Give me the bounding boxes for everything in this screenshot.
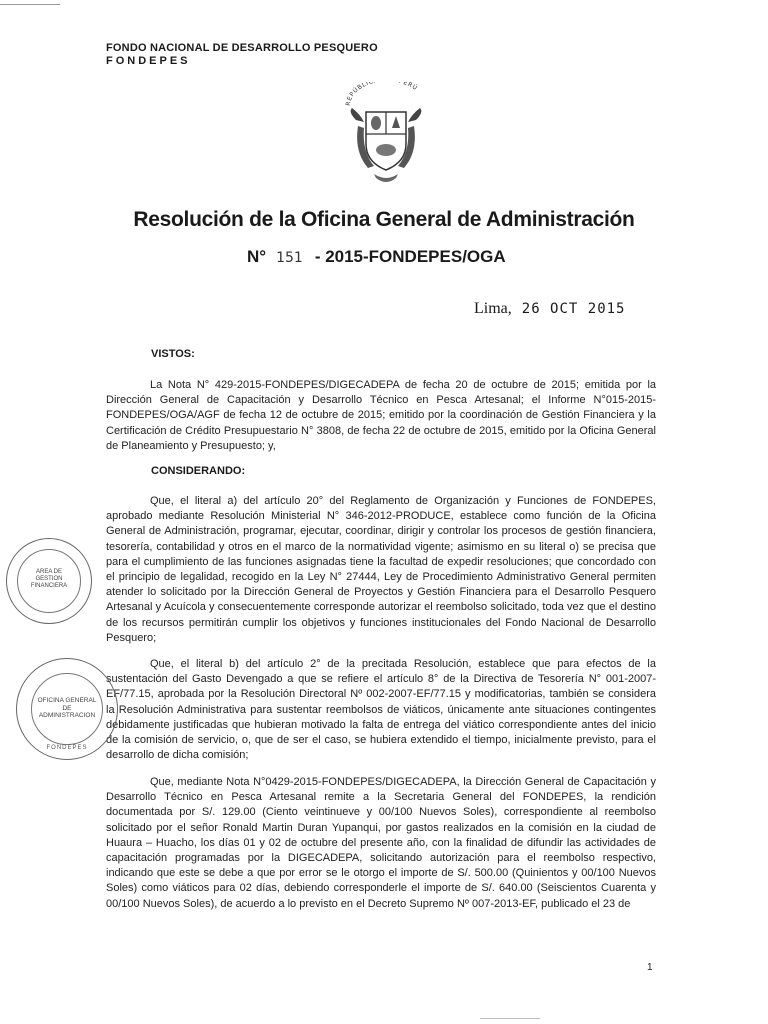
date-stamp: 26 OCT 2015 <box>521 301 626 317</box>
svg-text:REPÚBLICA DEL PERÚ <box>345 82 419 106</box>
document-title: Resolución de la Oficina General de Administración <box>133 208 635 231</box>
scan-mark-top <box>0 4 60 5</box>
considerando-paragraph-2 <box>106 657 656 763</box>
paragraph-3-text: Que, mediante Nota N°0429-2015-FONDEPES/DIGECADEPA, la Dirección General de Capacitación y Desarrollo Técnico en Pesca Artesanal remite a la Secretaria General del FONDEPES, la rendición documentada por S/. 129.00 (Ciento veintinueve y 00/100 Nuevos Soles), correspondiente al reembolso solicitado por el señor Ronald Martin Duran Yupanqui, por gastos realizados en la comisión en la ciudad de Huaura – Huacho, los días 01 y 02 de octubre del presente año, con la finalidad de difundir las actividades de capacitación programadas por la DIGECADEPA, solicitando autorización para el reembolso respectivo, indicando que este se debe a que por error se le otorgo el importe de S/. 500.00 (Quinientos y 00/100 Nuevos Soles) como viáticos para 02 días, debiendo corresponderle el importe de S/. 640.00 (Seiscientos Cuarenta y 00/100 Nuevos Soles), de acuerdo a lo previsto en el Decreto Supremo Nº 007-2013-EF, publicado el 23 de <box>106 776 656 910</box>
date-place: Lima, <box>474 300 512 317</box>
paragraph-2-text: Que, el literal b) del artículo 2° de la precitada Resolución, establece que para efectos de la sustentación del Gasto Devengado a que se refiere el artículo 8° de la Directiva de Tesorería N° 001-2007-EF/77.15, aprobada por la Resolución Directoral Nº 002-2007-EF/77.15 y modificatorias, también se considera la Resolución Administrativa para sustentar reembolsos de viáticos, únicamente ante situaciones contingentes debidamente justificadas que hubieran motivado la falta de entrega del viático correspondiente antes del inicio de la comisión de servicio, o, que de ser el caso, se hubiera extendido el tiempo, inicialmente previsto, para el desarrollo de dicha comisión; <box>106 658 656 762</box>
vistos-paragraph <box>106 378 656 454</box>
vistos-text: La Nota N° 429-2015-FONDEPES/DIGECADEPA de fecha 20 de octubre de 2015; emitida por la Dirección General de Capacitación y Desarrollo Técnico en Pesca Artesanal; el Informe N°015-2015-FONDEPES/OGA/AGF de fecha 12 de octubre de 2015; emitido por la coordinación de Gestión Financiera y la Certificación de Crédito Presupuestario N° 3808, de fecha 22 de octubre de 2015, emitido por la Oficina General de Planeamiento y Presupuesto; y, <box>106 379 656 452</box>
seal2-text: OFICINA GENERAL DE ADMINISTRACION <box>37 697 97 719</box>
scan-mark-bottom <box>480 1018 540 1019</box>
org-acronym: FONDEPES <box>106 55 191 67</box>
date-line <box>474 300 625 318</box>
finance-area-seal <box>6 538 92 624</box>
number-prefix: N° <box>247 247 267 266</box>
paragraph-1-text: Que, el literal a) del artículo 20° del Reglamento de Organización y Funciones de FONDEPES, aprobado mediante Resolución Ministerial N° 346-2012-PRODUCE, establece como función de la Oficina General de Administración, programar, ejecutar, coordinar, dirigir y controlar los procesos de gestión financiera, tesorería, contabilidad y otros en el marco de la normatividad vigente; asimismo en su literal o) se precisa que para el cumplimiento de las funciones asignadas tiene la facultad de expedir resoluciones; que concordado con el principio de legalidad, recogido en la Ley N° 27444, Ley de Procedimiento Administrativo General permiten atender lo solicitado por la Dirección General de Proyectos y Gestión Financiera para el Desarrollo Pesquero Artesanal y Acuícola y consecuentemente corresponde autorizar el reembolso solicitado, toda vez que el destino de los recursos permitirán cumplir los objetivos y funciones institucionales del Fondo Nacional de Desarrollo Pesquero; <box>106 495 656 644</box>
administration-office-seal <box>16 658 118 760</box>
seal1-text: AREA DE GESTION FINANCIERA <box>30 569 68 589</box>
emblem-text: REPÚBLIC ERÚ <box>344 82 419 107</box>
considerando-heading: CONSIDERANDO: <box>151 465 246 477</box>
vistos-heading: VISTOS: <box>151 348 195 360</box>
handwritten-number: 151 <box>276 250 303 266</box>
page-number: 1 <box>647 962 653 973</box>
seal2-bottom-text: FONDEPES <box>46 745 88 751</box>
org-header <box>106 42 378 68</box>
considerando-paragraph-1 <box>106 494 656 646</box>
org-name: FONDO NACIONAL DE DESARROLLO PESQUERO <box>106 42 378 54</box>
number-suffix: - 2015-FONDEPES/OGA <box>314 247 506 266</box>
considerando-paragraph-3 <box>106 775 656 912</box>
coat-of-arms-emblem <box>340 82 432 190</box>
resolution-number <box>247 247 506 267</box>
